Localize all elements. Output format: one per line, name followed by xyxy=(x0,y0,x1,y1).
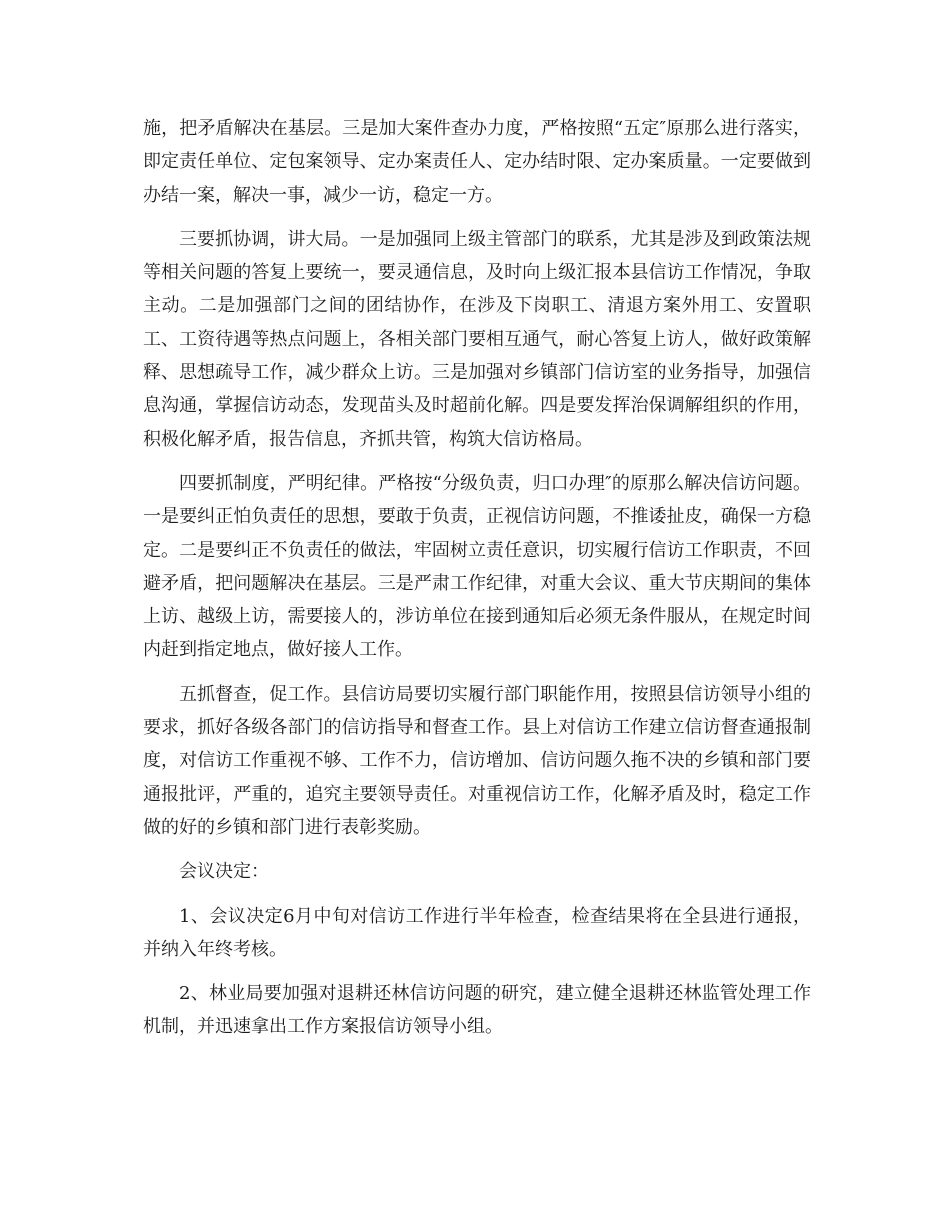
paragraph-decision-1: 1、会议决定6月中旬对信访工作进行半年检查，检查结果将在全县进行通报，并纳入年终考核。 xyxy=(143,905,811,960)
paragraph-supervision: 五抓督查，促工作。县信访局要切实履行部门职能作用，按照县信访领导小组的要求，抓好各级各部门的信访指导和督查工作。县上对信访工作建立信访督查通报制度，对信访工作重视不够、工作不力，信访增加、信访问题久拖不决的乡镇和部门要通报批评，严重的，追究主要领导责任。对重视信访工作，化解矛盾及时，稳定工作做的好的乡镇和部门进行表彰奖励。 xyxy=(143,683,811,838)
paragraph-coordination: 三要抓协调，讲大局。一是加强同上级主管部门的联系，尤其是涉及到政策法规等相关问题的答复上要统一，要灵通信息，及时向上级汇报本县信访工作情况，争取主动。二是加强部门之间的团结协作，在涉及下岗职工、清退方案外用工、安置职工、工资待遇等热点问题上，各相关部门要相互通气，耐心答复上访人，做好政策解释、思想疏导工作，减少群众上访。三是加强对乡镇部门信访室的业务指导，加强信息沟通，掌握信访动态，发现苗头及时超前化解。四是要发挥治保调解组织的作用，积极化解矛盾，报告信息，齐抓共管，构筑大信访格局。 xyxy=(143,228,811,450)
paragraph-decision-2: 2、林业局要加强对退耕还林信访问题的研究，建立健全退耕还林监管处理工作机制，并迅速拿出工作方案报信访领导小组。 xyxy=(143,983,811,1038)
document-body xyxy=(143,112,811,1044)
paragraph-meeting-decision-heading: 会议决定： xyxy=(179,861,269,883)
paragraph-rules-discipline: 四要抓制度，严明纪律。严格按“分级负责，归口办理″的原那么解决信访问题。一是要纠正怕负责任的思想，要敢于负责，正视信访问题，不推诿扯皮，确保一方稳定。二是要纠正不负责任的做法，牢固树立责任意识，切实履行信访工作职责，不回避矛盾，把问题解决在基层。三是严肃工作纪律，对重大会议、重大节庆期间的集体上访、越级上访，需要接人的，涉访单位在接到通知后必须无条件服从，在规定时间内赶到指定地点，做好接人工作。 xyxy=(143,472,811,661)
paragraph-continuation: 施，把矛盾解决在基层。三是加大案件查办力度，严格按照“五定″原那么进行落实，即定责任单位、定包案领导、定办案责任人、定办结时限、定办案质量。一定要做到办结一案，解决一事，减少一访，稳定一方。 xyxy=(143,118,811,206)
